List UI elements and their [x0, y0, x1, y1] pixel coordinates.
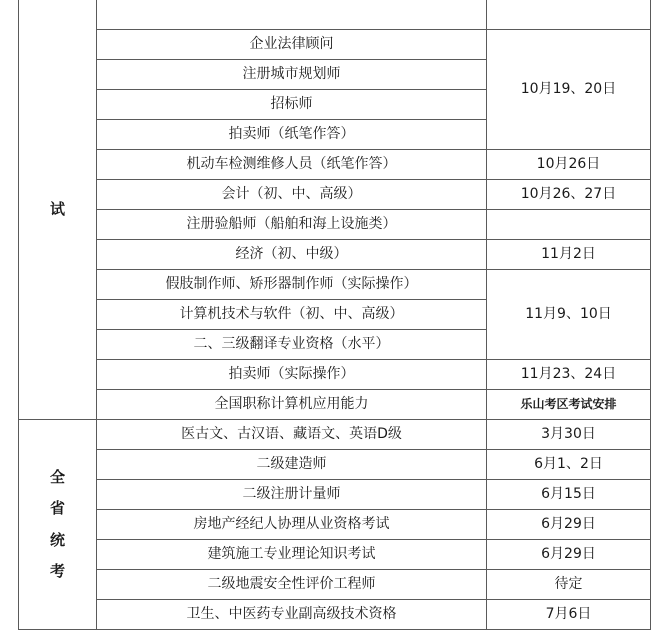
exam-name-cell	[97, 0, 487, 30]
exam-name-cell: 拍卖师（纸笔作答）	[97, 120, 487, 150]
table-row	[19, 420, 651, 450]
exam-date-cell: 10月26、27日	[487, 180, 651, 210]
exam-date-cell: 乐山考区考试安排	[487, 390, 651, 420]
table-row	[19, 600, 651, 630]
table-row	[19, 540, 651, 570]
exam-date-cell: 3月30日	[487, 420, 651, 450]
exam-name-cell: 二级地震安全性评价工程师	[97, 570, 487, 600]
exam-date-cell: 10月19、20日	[487, 30, 651, 150]
table-row	[19, 270, 651, 300]
table-row	[19, 570, 651, 600]
exam-name-cell: 招标师	[97, 90, 487, 120]
exam-name-cell: 二级建造师	[97, 450, 487, 480]
table-row	[19, 480, 651, 510]
exam-date-cell: 11月9、10日	[487, 270, 651, 360]
exam-name-cell: 二、三级翻译专业资格（水平）	[97, 330, 487, 360]
category-char: 统	[49, 530, 65, 549]
table-row	[19, 210, 651, 240]
exam-name-cell: 机动车检测维修人员（纸笔作答）	[97, 150, 487, 180]
exam-name-cell: 注册城市规划师	[97, 60, 487, 90]
exam-date-cell	[487, 210, 651, 240]
exam-name-cell: 会计（初、中、高级）	[97, 180, 487, 210]
exam-date-cell: 6月29日	[487, 540, 651, 570]
exam-date-cell: 11月2日	[487, 240, 651, 270]
exam-date-cell: 10月26日	[487, 150, 651, 180]
table-row	[19, 240, 651, 270]
table-row	[19, 30, 651, 60]
category-cell	[19, 420, 97, 630]
exam-name-cell: 拍卖师（实际操作）	[97, 360, 487, 390]
exam-date-cell: 7月6日	[487, 600, 651, 630]
exam-date-cell: 6月29日	[487, 510, 651, 540]
table-row	[19, 0, 651, 30]
table-row	[19, 150, 651, 180]
table-row	[19, 510, 651, 540]
category-char: 全	[49, 467, 65, 486]
table-row	[19, 390, 651, 420]
category-cell: 试	[19, 0, 97, 420]
exam-name-cell: 注册验船师（船舶和海上设施类）	[97, 210, 487, 240]
table-row	[19, 450, 651, 480]
exam-name-cell: 计算机技术与软件（初、中、高级）	[97, 300, 487, 330]
exam-schedule-table	[18, 0, 651, 630]
exam-name-cell: 经济（初、中级）	[97, 240, 487, 270]
exam-date-cell: 6月1、2日	[487, 450, 651, 480]
exam-name-cell: 假肢制作师、矫形器制作师（实际操作）	[97, 270, 487, 300]
exam-date-cell	[487, 0, 651, 30]
exam-name-cell: 全国职称计算机应用能力	[97, 390, 487, 420]
exam-name-cell: 建筑施工专业理论知识考试	[97, 540, 487, 570]
exam-name-cell: 企业法律顾问	[97, 30, 487, 60]
exam-date-cell: 11月23、24日	[487, 360, 651, 390]
exam-name-cell: 卫生、中医药专业副高级技术资格	[97, 600, 487, 630]
table-row	[19, 180, 651, 210]
exam-name-cell: 医古文、古汉语、藏语文、英语D级	[97, 420, 487, 450]
table-row	[19, 360, 651, 390]
exam-date-cell: 6月15日	[487, 480, 651, 510]
exam-name-cell: 房地产经纪人协理从业资格考试	[97, 510, 487, 540]
exam-name-cell: 二级注册计量师	[97, 480, 487, 510]
category-char: 考	[49, 562, 65, 580]
category-char: 省	[49, 499, 65, 517]
exam-date-cell: 待定	[487, 570, 651, 600]
